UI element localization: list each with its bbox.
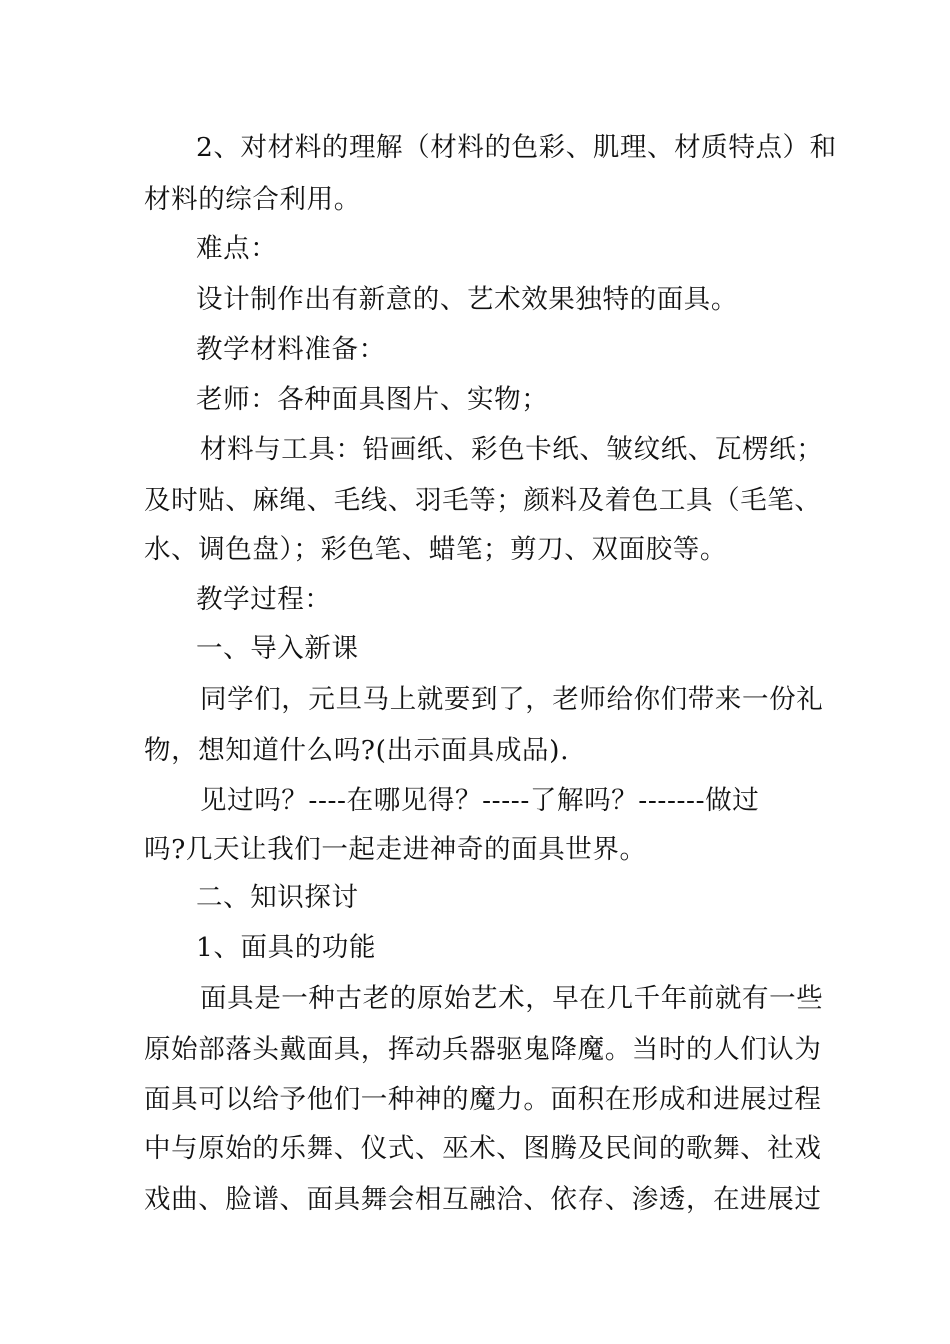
text-line-8: 及时贴、麻绳、毛线、羽毛等；颜料及着色工具（毛笔、 xyxy=(144,485,822,516)
text-line-1: 2、对材料的理解（材料的色彩、肌理、材质特点）和 xyxy=(196,132,837,163)
text-line-22: 戏曲、脸谱、面具舞会相互融洽、依存、渗透，在进展过 xyxy=(144,1184,822,1215)
text-line-3: 难点： xyxy=(196,233,278,264)
text-line-9: 水、调色盘）；彩色笔、蜡笔；剪刀、双面胶等。 xyxy=(144,534,727,565)
text-line-12: 同学们，元旦马上就要到了，老师给你们带来一份礼 xyxy=(200,684,824,715)
text-line-11: 一、导入新课 xyxy=(196,633,359,664)
text-line-14: 见过吗？----在哪见得？-----了解吗？-------做过 xyxy=(200,785,760,816)
text-line-19: 原始部落头戴面具，挥动兵器驱鬼降魔。当时的人们认为 xyxy=(144,1034,822,1065)
text-line-13: 物，想知道什么吗?(出示面具成品). xyxy=(144,735,570,766)
text-line-20: 面具可以给予他们一种神的魔力。面积在形成和进展过程 xyxy=(144,1084,822,1115)
text-line-2: 材料的综合利用。 xyxy=(144,184,361,215)
text-line-15: 吗?几天让我们一起走进神奇的面具世界。 xyxy=(144,834,647,865)
text-line-17: 1、面具的功能 xyxy=(196,932,377,963)
text-line-5: 教学材料准备： xyxy=(196,334,386,365)
text-line-18: 面具是一种古老的原始艺术，早在几千年前就有一些 xyxy=(200,983,824,1014)
text-line-16: 二、知识探讨 xyxy=(196,882,359,913)
text-line-7: 材料与工具：铅画纸、彩色卡纸、皱纹纸、瓦楞纸； xyxy=(200,434,824,465)
text-line-4: 设计制作出有新意的、艺术效果独特的面具。 xyxy=(196,284,738,315)
text-line-21: 中与原始的乐舞、仪式、巫术、图腾及民间的歌舞、社戏 xyxy=(144,1133,822,1164)
text-line-10: 教学过程： xyxy=(196,584,332,615)
text-line-6: 老师：各种面具图片、实物； xyxy=(196,384,549,415)
